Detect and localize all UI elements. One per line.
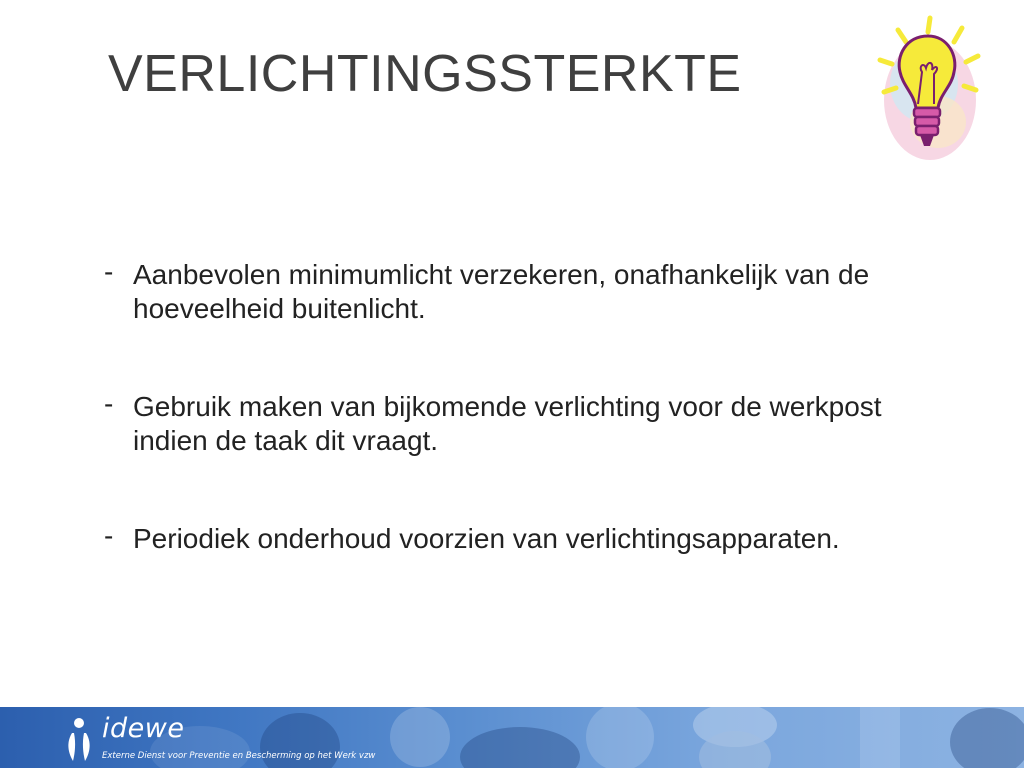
bullet-text: Periodiek onderhoud voorzien van verlichtingsapparaten.: [133, 523, 840, 554]
bullet-marker: -: [104, 388, 114, 419]
bullet-list: [100, 258, 940, 620]
bullet-item: [100, 522, 940, 556]
bullet-marker: -: [104, 520, 114, 551]
lightbulb-icon: [868, 12, 986, 162]
bullet-text: Gebruik maken van bijkomende verlichting voor de werkpost indien de taak dit vraagt.: [133, 391, 882, 456]
slide-title: VERLICHTINGSSTERKTE: [108, 45, 742, 103]
footer-brand: idewe: [102, 713, 185, 744]
footer-tagline: Externe Dienst voor Preventie en Bescherming op het Werk vzw: [102, 751, 376, 761]
bullet-item: [100, 390, 940, 458]
bullet-text: Aanbevolen minimumlicht verzekeren, onafhankelijk van de hoeveelheid buitenlicht.: [133, 259, 870, 324]
bullet-item: [100, 258, 940, 326]
footer-banner: [0, 707, 1024, 768]
idewe-logo-icon: [64, 717, 94, 763]
bullet-marker: -: [104, 256, 114, 287]
